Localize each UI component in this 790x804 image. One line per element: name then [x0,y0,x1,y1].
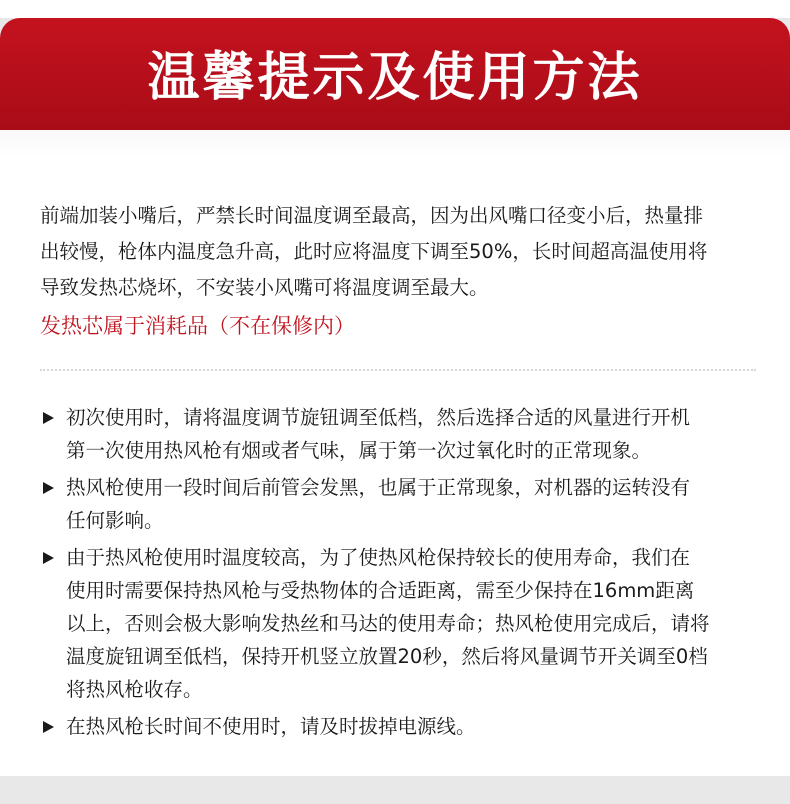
dotted-divider [40,369,756,371]
tip-item [40,710,760,743]
tip-line: 初次使用时，请将温度调节旋钮调至低档，然后选择合适的风量进行开机 [66,406,691,429]
tip-line: 第一次使用热风枪有烟或者气味，属于第一次过氧化时的正常现象。 [66,439,652,462]
triangle-right-icon [43,721,54,733]
tip-line: 使用时需要保持热风枪与受热物体的合适距离，需至少保持在16mm距离 [66,579,695,602]
tip-line: 任何影响。 [66,509,164,532]
intro-paragraph [40,198,760,306]
header-shadow [0,18,790,158]
page-title: 温馨提示及使用方法 [147,47,643,108]
triangle-right-icon [43,552,54,564]
footer-bar [0,776,790,804]
intro-line: 前端加装小嘴后，严禁长时间温度调至最高，因为出风嘴口径变小后，热量排 [40,204,704,227]
tip-item [40,401,760,467]
tips-list [40,401,760,747]
triangle-right-icon [43,482,54,494]
tip-item [40,471,760,537]
intro-line: 导致发热芯烧坏，不安装小风嘴可将温度调至最大。 [40,276,489,299]
intro-line: 出较慢，枪体内温度急升高，此时应将温度下调至50%，长时间超高温使用将 [40,240,708,263]
tip-line: 在热风枪长时间不使用时，请及时拔掉电源线。 [66,715,476,738]
tip-line: 温度旋钮调至低档，保持开机竖立放置20秒，然后将风量调节开关调至0档 [66,645,708,668]
tip-line: 热风枪使用一段时间后前管会发黑，也属于正常现象，对机器的运转没有 [66,476,691,499]
tip-line: 以上，否则会极大影响发热丝和马达的使用寿命；热风枪使用完成后，请将 [66,612,710,635]
warning-note: 发热芯属于消耗品（不在保修内） [40,314,355,338]
tip-item [40,541,760,706]
triangle-right-icon [43,412,54,424]
tip-line: 将热风枪收存。 [66,678,203,701]
header-banner [0,18,790,130]
tip-line: 由于热风枪使用时温度较高，为了使热风枪保持较长的使用寿命，我们在 [66,546,691,569]
